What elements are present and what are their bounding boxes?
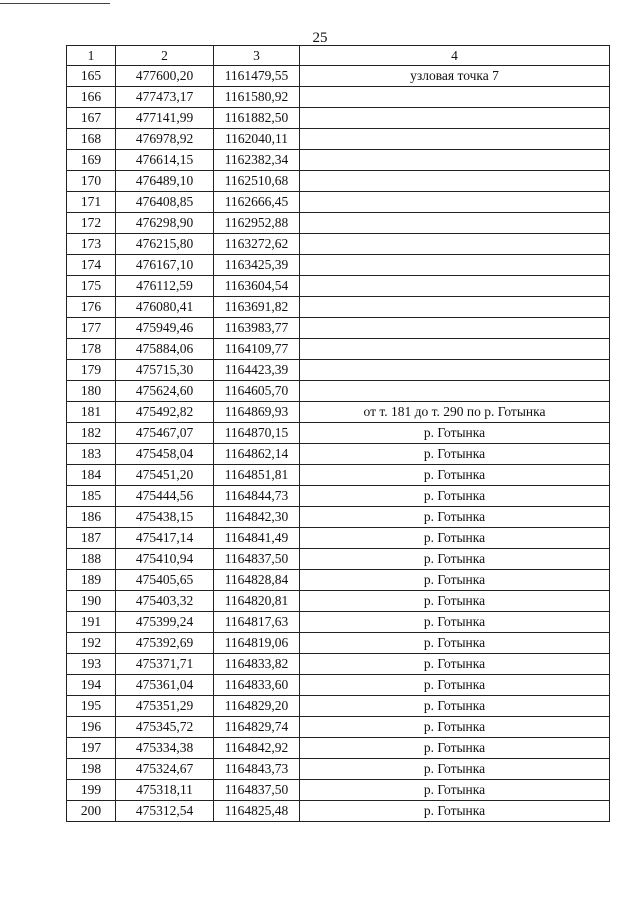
description-cell: р. Готынка <box>300 465 610 486</box>
description-cell <box>300 213 610 234</box>
x-coordinate-cell: 475403,32 <box>116 591 214 612</box>
coordinates-table <box>66 45 610 822</box>
y-coordinate-cell: 1164837,50 <box>214 780 300 801</box>
description-cell: р. Готынка <box>300 444 610 465</box>
point-number-cell: 188 <box>67 549 116 570</box>
table-row <box>67 633 610 654</box>
description-cell <box>300 87 610 108</box>
x-coordinate-cell: 476408,85 <box>116 192 214 213</box>
table-row <box>67 780 610 801</box>
y-coordinate-cell: 1164820,81 <box>214 591 300 612</box>
x-coordinate-cell: 475324,67 <box>116 759 214 780</box>
table-row <box>67 570 610 591</box>
description-cell: узловая точка 7 <box>300 66 610 87</box>
point-number-cell: 171 <box>67 192 116 213</box>
y-coordinate-cell: 1164844,73 <box>214 486 300 507</box>
y-coordinate-cell: 1164833,82 <box>214 654 300 675</box>
description-cell <box>300 381 610 402</box>
table-row <box>67 318 610 339</box>
point-number-cell: 185 <box>67 486 116 507</box>
point-number-cell: 178 <box>67 339 116 360</box>
point-number-cell: 180 <box>67 381 116 402</box>
description-cell <box>300 192 610 213</box>
description-cell: р. Готынка <box>300 570 610 591</box>
y-coordinate-cell: 1164825,48 <box>214 801 300 822</box>
point-number-cell: 199 <box>67 780 116 801</box>
point-number-cell: 166 <box>67 87 116 108</box>
column-header-point-number: 1 <box>67 46 116 66</box>
description-cell: р. Готынка <box>300 633 610 654</box>
x-coordinate-cell: 475318,11 <box>116 780 214 801</box>
x-coordinate-cell: 475451,20 <box>116 465 214 486</box>
x-coordinate-cell: 475351,29 <box>116 696 214 717</box>
y-coordinate-cell: 1163691,82 <box>214 297 300 318</box>
table-row <box>67 654 610 675</box>
description-cell: от т. 181 до т. 290 по р. Готынка <box>300 402 610 423</box>
scan-edge-line <box>0 0 110 4</box>
table-row <box>67 738 610 759</box>
y-coordinate-cell: 1162382,34 <box>214 150 300 171</box>
y-coordinate-cell: 1161882,50 <box>214 108 300 129</box>
table-row <box>67 234 610 255</box>
description-cell <box>300 360 610 381</box>
y-coordinate-cell: 1164833,60 <box>214 675 300 696</box>
y-coordinate-cell: 1163604,54 <box>214 276 300 297</box>
description-cell: р. Готынка <box>300 486 610 507</box>
point-number-cell: 200 <box>67 801 116 822</box>
description-cell: р. Готынка <box>300 507 610 528</box>
x-coordinate-cell: 475345,72 <box>116 717 214 738</box>
description-cell: р. Готынка <box>300 801 610 822</box>
table-row <box>67 696 610 717</box>
point-number-cell: 170 <box>67 171 116 192</box>
description-cell <box>300 129 610 150</box>
y-coordinate-cell: 1164819,06 <box>214 633 300 654</box>
x-coordinate-cell: 477600,20 <box>116 66 214 87</box>
y-coordinate-cell: 1163272,62 <box>214 234 300 255</box>
point-number-cell: 196 <box>67 717 116 738</box>
x-coordinate-cell: 476614,15 <box>116 150 214 171</box>
point-number-cell: 189 <box>67 570 116 591</box>
table-row <box>67 507 610 528</box>
table-row <box>67 486 610 507</box>
description-cell <box>300 234 610 255</box>
point-number-cell: 184 <box>67 465 116 486</box>
y-coordinate-cell: 1164869,93 <box>214 402 300 423</box>
x-coordinate-cell: 476215,80 <box>116 234 214 255</box>
table-row <box>67 255 610 276</box>
y-coordinate-cell: 1164605,70 <box>214 381 300 402</box>
x-coordinate-cell: 475361,04 <box>116 675 214 696</box>
x-coordinate-cell: 475410,94 <box>116 549 214 570</box>
x-coordinate-cell: 475949,46 <box>116 318 214 339</box>
table-row <box>67 528 610 549</box>
y-coordinate-cell: 1161580,92 <box>214 87 300 108</box>
point-number-cell: 168 <box>67 129 116 150</box>
point-number-cell: 169 <box>67 150 116 171</box>
table-row <box>67 66 610 87</box>
table-row <box>67 801 610 822</box>
description-cell <box>300 171 610 192</box>
y-coordinate-cell: 1164870,15 <box>214 423 300 444</box>
point-number-cell: 173 <box>67 234 116 255</box>
table-row <box>67 549 610 570</box>
x-coordinate-cell: 475417,14 <box>116 528 214 549</box>
description-cell: р. Готынка <box>300 738 610 759</box>
point-number-cell: 176 <box>67 297 116 318</box>
table-row <box>67 297 610 318</box>
y-coordinate-cell: 1164837,50 <box>214 549 300 570</box>
description-cell: р. Готынка <box>300 528 610 549</box>
x-coordinate-cell: 475458,04 <box>116 444 214 465</box>
x-coordinate-cell: 475334,38 <box>116 738 214 759</box>
table-row <box>67 339 610 360</box>
y-coordinate-cell: 1162510,68 <box>214 171 300 192</box>
point-number-cell: 167 <box>67 108 116 129</box>
description-cell <box>300 255 610 276</box>
point-number-cell: 192 <box>67 633 116 654</box>
description-cell: р. Готынка <box>300 780 610 801</box>
column-header-x: 2 <box>116 46 214 66</box>
point-number-cell: 190 <box>67 591 116 612</box>
y-coordinate-cell: 1162952,88 <box>214 213 300 234</box>
table-row <box>67 171 610 192</box>
point-number-cell: 177 <box>67 318 116 339</box>
description-cell: р. Готынка <box>300 423 610 444</box>
x-coordinate-cell: 476167,10 <box>116 255 214 276</box>
table-row <box>67 381 610 402</box>
point-number-cell: 198 <box>67 759 116 780</box>
y-coordinate-cell: 1163983,77 <box>214 318 300 339</box>
x-coordinate-cell: 475438,15 <box>116 507 214 528</box>
point-number-cell: 197 <box>67 738 116 759</box>
table-row <box>67 465 610 486</box>
y-coordinate-cell: 1162666,45 <box>214 192 300 213</box>
table-row <box>67 402 610 423</box>
y-coordinate-cell: 1164423,39 <box>214 360 300 381</box>
y-coordinate-cell: 1164817,63 <box>214 612 300 633</box>
column-header-description: 4 <box>300 46 610 66</box>
x-coordinate-cell: 476978,92 <box>116 129 214 150</box>
point-number-cell: 186 <box>67 507 116 528</box>
x-coordinate-cell: 475884,06 <box>116 339 214 360</box>
description-cell: р. Готынка <box>300 612 610 633</box>
point-number-cell: 179 <box>67 360 116 381</box>
description-cell <box>300 318 610 339</box>
table-row <box>67 717 610 738</box>
description-cell <box>300 276 610 297</box>
description-cell <box>300 339 610 360</box>
description-cell: р. Готынка <box>300 675 610 696</box>
y-coordinate-cell: 1164828,84 <box>214 570 300 591</box>
point-number-cell: 187 <box>67 528 116 549</box>
x-coordinate-cell: 475444,56 <box>116 486 214 507</box>
point-number-cell: 195 <box>67 696 116 717</box>
x-coordinate-cell: 475715,30 <box>116 360 214 381</box>
point-number-cell: 165 <box>67 66 116 87</box>
description-cell: р. Готынка <box>300 654 610 675</box>
table-row <box>67 444 610 465</box>
y-coordinate-cell: 1162040,11 <box>214 129 300 150</box>
point-number-cell: 194 <box>67 675 116 696</box>
y-coordinate-cell: 1161479,55 <box>214 66 300 87</box>
x-coordinate-cell: 476080,41 <box>116 297 214 318</box>
description-cell <box>300 108 610 129</box>
description-cell: р. Готынка <box>300 549 610 570</box>
y-coordinate-cell: 1164829,20 <box>214 696 300 717</box>
y-coordinate-cell: 1164862,14 <box>214 444 300 465</box>
x-coordinate-cell: 475405,65 <box>116 570 214 591</box>
table-row <box>67 276 610 297</box>
point-number-cell: 183 <box>67 444 116 465</box>
table-row <box>67 192 610 213</box>
x-coordinate-cell: 475399,24 <box>116 612 214 633</box>
y-coordinate-cell: 1164109,77 <box>214 339 300 360</box>
x-coordinate-cell: 475492,82 <box>116 402 214 423</box>
x-coordinate-cell: 475392,69 <box>116 633 214 654</box>
page-number: 25 <box>312 30 328 46</box>
table-row <box>67 591 610 612</box>
y-coordinate-cell: 1163425,39 <box>214 255 300 276</box>
table-row <box>67 129 610 150</box>
x-coordinate-cell: 477141,99 <box>116 108 214 129</box>
point-number-cell: 174 <box>67 255 116 276</box>
table-row <box>67 150 610 171</box>
x-coordinate-cell: 477473,17 <box>116 87 214 108</box>
description-cell <box>300 150 610 171</box>
y-coordinate-cell: 1164829,74 <box>214 717 300 738</box>
point-number-cell: 175 <box>67 276 116 297</box>
table-row <box>67 108 610 129</box>
table-row <box>67 87 610 108</box>
point-number-cell: 172 <box>67 213 116 234</box>
point-number-cell: 191 <box>67 612 116 633</box>
x-coordinate-cell: 475467,07 <box>116 423 214 444</box>
x-coordinate-cell: 476489,10 <box>116 171 214 192</box>
description-cell <box>300 297 610 318</box>
table-row <box>67 423 610 444</box>
column-header-y: 3 <box>214 46 300 66</box>
y-coordinate-cell: 1164842,92 <box>214 738 300 759</box>
point-number-cell: 193 <box>67 654 116 675</box>
y-coordinate-cell: 1164841,49 <box>214 528 300 549</box>
description-cell: р. Готынка <box>300 591 610 612</box>
table-row <box>67 612 610 633</box>
description-cell: р. Готынка <box>300 717 610 738</box>
x-coordinate-cell: 475371,71 <box>116 654 214 675</box>
point-number-cell: 182 <box>67 423 116 444</box>
description-cell: р. Готынка <box>300 696 610 717</box>
x-coordinate-cell: 476112,59 <box>116 276 214 297</box>
y-coordinate-cell: 1164851,81 <box>214 465 300 486</box>
x-coordinate-cell: 476298,90 <box>116 213 214 234</box>
table-row <box>67 360 610 381</box>
table-row <box>67 759 610 780</box>
table-row <box>67 675 610 696</box>
point-number-cell: 181 <box>67 402 116 423</box>
table-header-row <box>67 46 610 66</box>
y-coordinate-cell: 1164843,73 <box>214 759 300 780</box>
x-coordinate-cell: 475624,60 <box>116 381 214 402</box>
y-coordinate-cell: 1164842,30 <box>214 507 300 528</box>
description-cell: р. Готынка <box>300 759 610 780</box>
x-coordinate-cell: 475312,54 <box>116 801 214 822</box>
table-row <box>67 213 610 234</box>
